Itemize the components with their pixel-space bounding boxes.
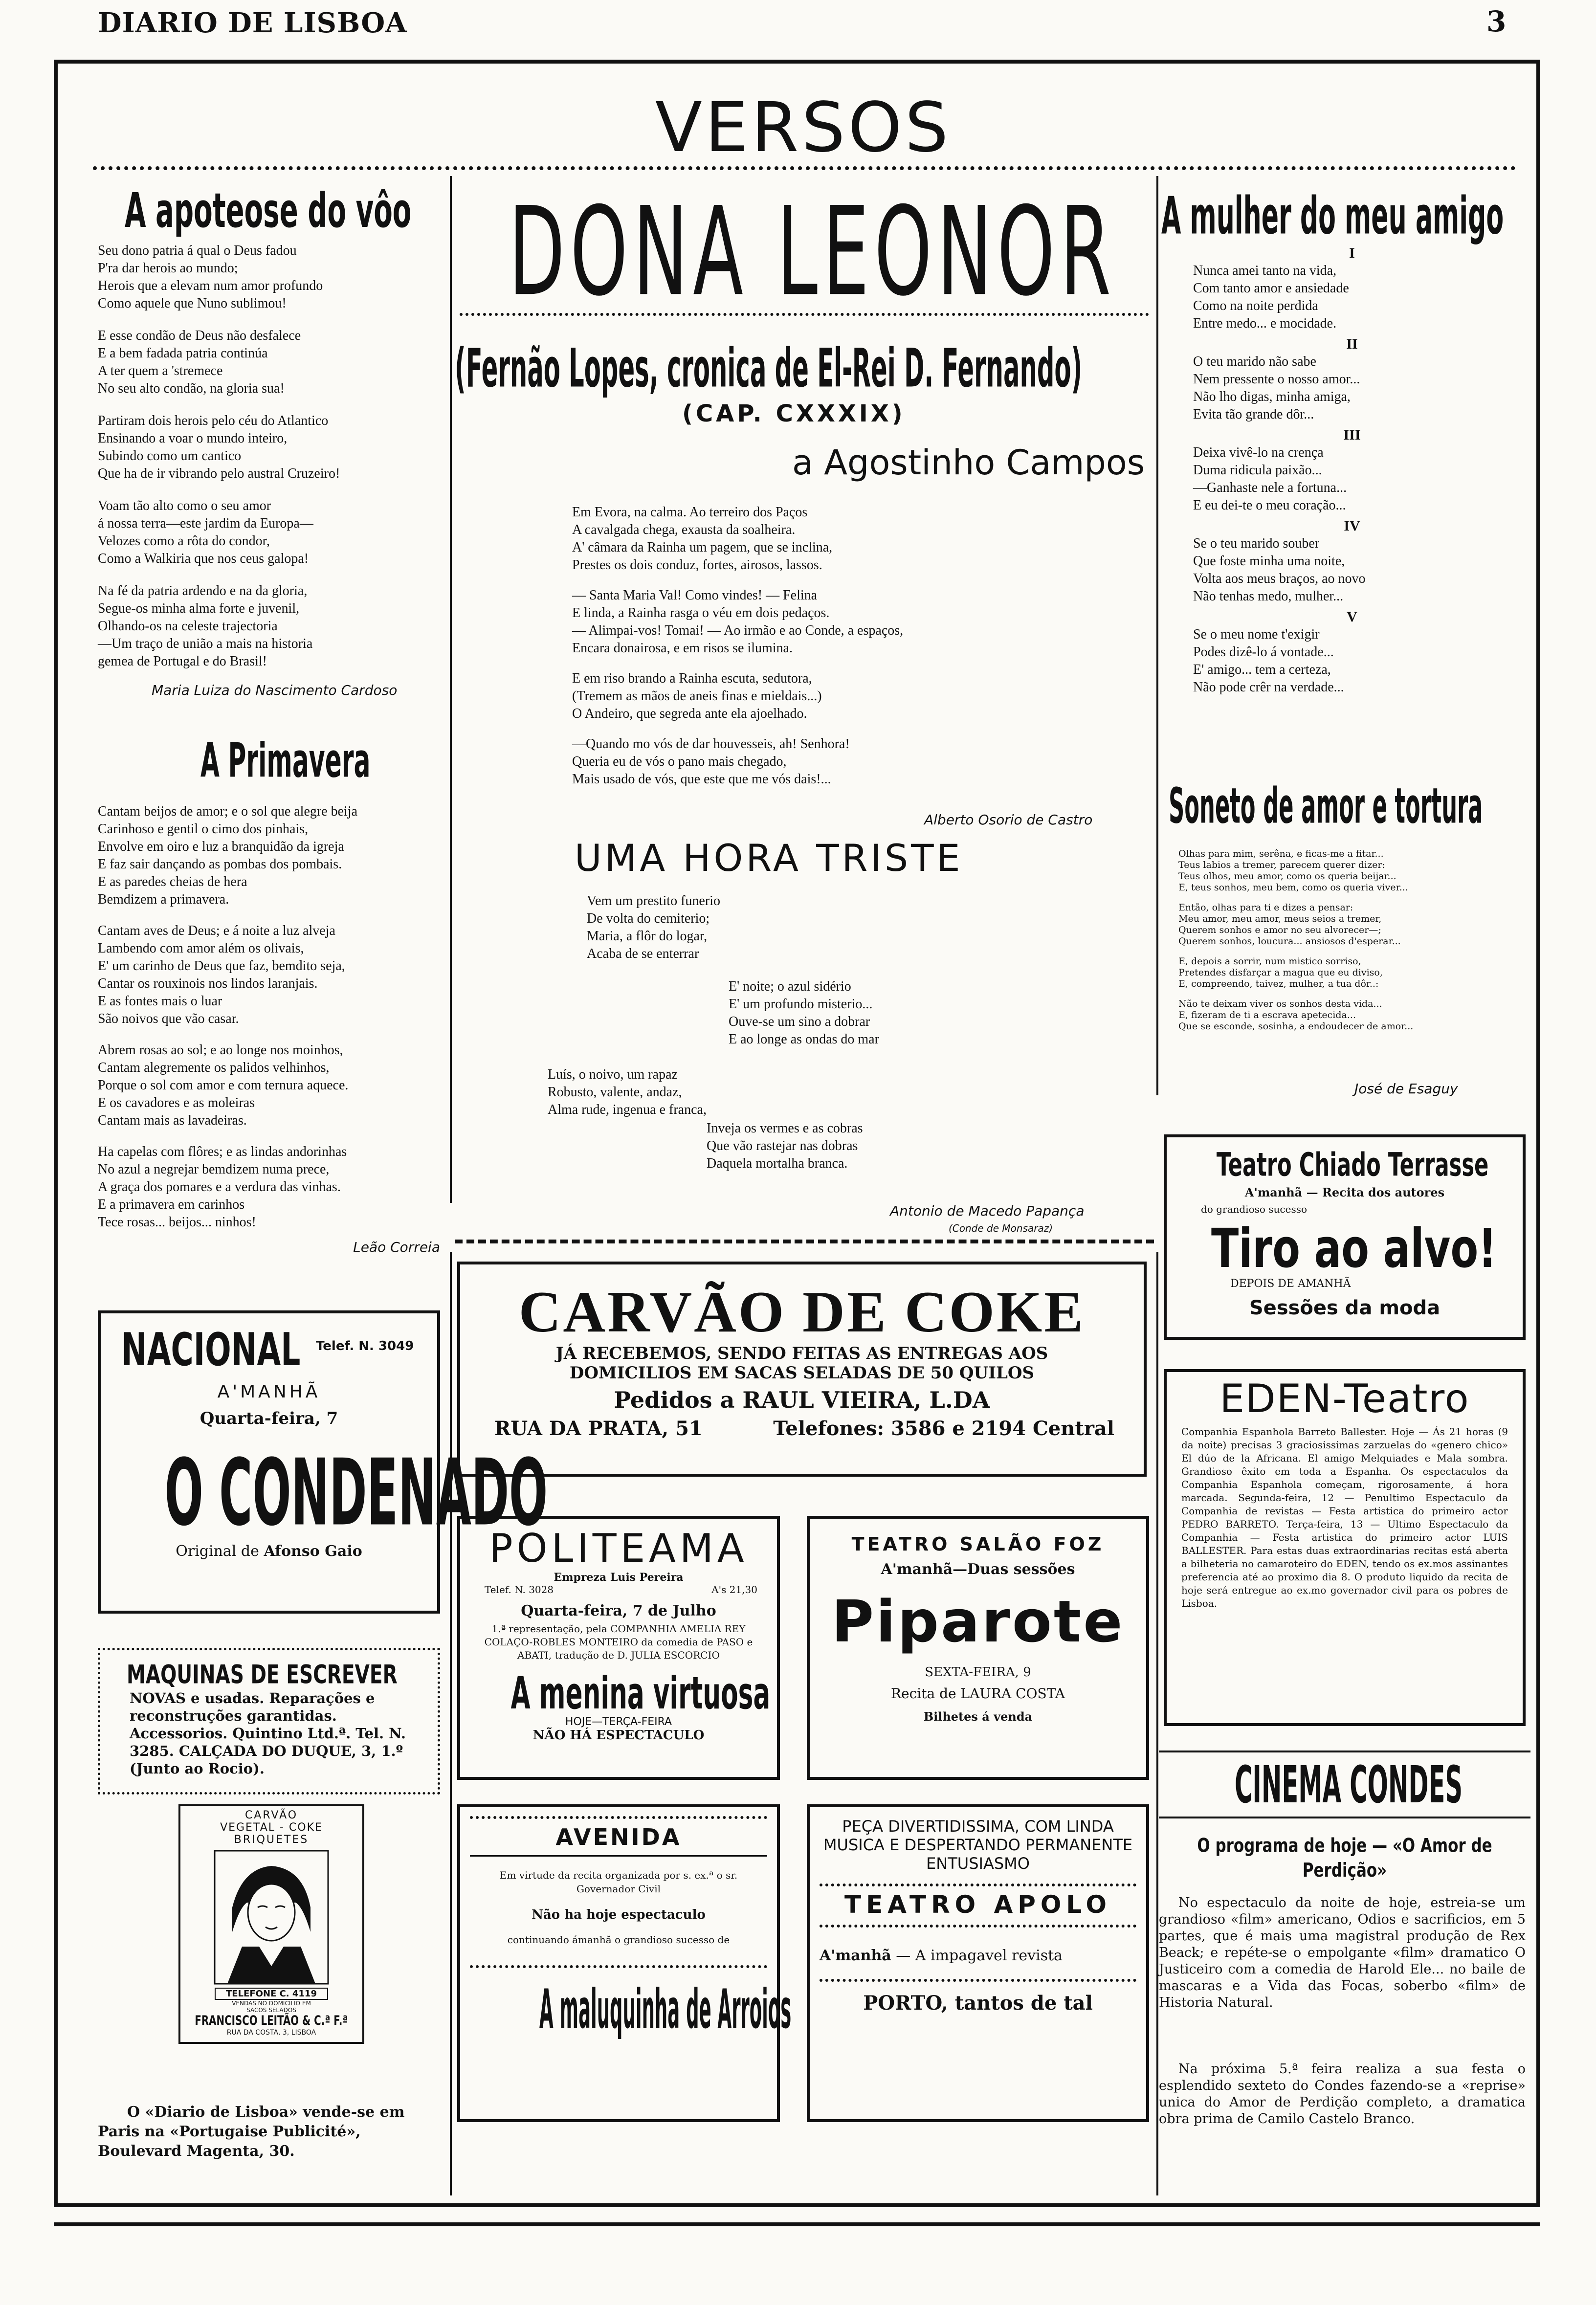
center-divider <box>455 1240 1154 1243</box>
foz-line3: Recita de LAURA COSTA <box>890 1685 1065 1702</box>
verse-line: á nossa terra—este jardim da Europa— <box>98 516 313 531</box>
chiado-line4: Sessões da moda <box>1249 1297 1441 1319</box>
verse-line: Que se esconde, sosinha, a endoudecer de amor... <box>1178 1021 1414 1032</box>
verse-line: E, depois a sorrir, num mistico sorriso, <box>1178 956 1361 967</box>
vegetal-firm: FRANCISCO LEITÃO & C.ª F.ª <box>195 2014 348 2028</box>
verse-line: Não lho digas, minha amiga, <box>1193 389 1351 404</box>
verse-line: Entre medo... e mocidade. <box>1193 316 1337 331</box>
condes-title: CINEMA CONDES <box>1235 1755 1463 1815</box>
apolo-blurb: PEÇA DIVERTIDISSIMA, COM LINDA MUSICA E DESPERTANDO PERMANENTE ENTUSIASMO <box>823 1817 1133 1873</box>
verse-line: E' um carinho de Deus que faz, bemdito seja, <box>98 958 345 974</box>
leonor-divider <box>460 313 1149 316</box>
mulher-title: A mulher do meu amigo <box>1161 186 1504 246</box>
hora-stanza-2: E' noite; o azul sidério E' um profundo misterio... Ouve-se um sino a dobrar E ao longe as ondas do mar <box>729 979 879 1047</box>
stanza <box>572 670 1086 723</box>
vegetal-note2: SACOS SELADOS <box>246 2007 296 2014</box>
stanza <box>1178 848 1496 893</box>
primavera-title: A Primavera <box>200 733 371 788</box>
apoteose-article <box>98 183 440 698</box>
nacional-play: O CONDENADO <box>164 1440 548 1547</box>
verse-line: E, compreendo, taivez, mulher, a tua dôr..: <box>1178 978 1379 989</box>
column-rule-right <box>1156 176 1158 1095</box>
nacional-line1: A'MANHÃ <box>217 1382 321 1402</box>
verse-line: Com tanto amor e ansiedade <box>1193 281 1349 296</box>
verse-line: O teu marido não sabe <box>1193 354 1316 369</box>
verse-line: Abrem rosas ao sol; e ao longe nos moinhos, <box>98 1042 343 1058</box>
verse-line: E a primavera em carinhos <box>98 1197 245 1212</box>
stanza <box>572 587 1086 657</box>
maquinas-text: NOVAS e usadas. Reparações e reconstruções garantidas. Accessorios. Quintino Ltd.ª. Tel. N. 3285. CALÇADA DO DUQUE, 3, 1.º (Junto ao Rocio). <box>130 1690 406 1777</box>
avenida-text3: continuando ámanhã o grandioso sucesso de <box>507 1934 730 1946</box>
avenida-text1: Em virtude da recita organizada por s. ex.ª o sr. Governador Civil <box>499 1869 738 1895</box>
stanza <box>98 1042 440 1130</box>
politeama-date: Quarta-feira, 7 de Julho <box>521 1602 716 1619</box>
stanza <box>1193 353 1511 423</box>
chiado-play: Tiro ao alvo! <box>1211 1217 1497 1280</box>
chiado-line2: do grandioso sucesso <box>1201 1203 1308 1215</box>
politeama-ad <box>457 1516 780 1780</box>
verse-line: A cavalgada chega, exausta da soalheira. <box>572 522 796 537</box>
verse-line: Teus olhos, meu amor, como os queria beijar... <box>1178 871 1396 882</box>
condes-p2: Na próxima 5.ª feira realiza a sua festa o esplendido sexteto do Condes fazendo-se a «reprise» unica do Amor de Perdição completo, a dramatica obra prima de Camilo Castelo Branco. <box>1159 2061 1526 2127</box>
politeama-line2: NÃO HÁ ESPECTACULO <box>532 1728 705 1743</box>
stanza <box>98 922 440 1028</box>
column-rule-left <box>450 176 452 1203</box>
nacional-phone: Telef. N. 3049 <box>316 1339 414 1353</box>
verse-line: Cantam aves de Deus; e á noite a luz alveja <box>98 923 335 938</box>
apoteose-verse <box>98 242 440 670</box>
carvao-vegetal-ad <box>178 1804 364 2044</box>
verse-line: No seu alto condão, na gloria sua! <box>98 381 285 396</box>
hora-author-note: (Conde de Monsaraz) <box>949 1222 1053 1234</box>
verse-line: Lambendo com amor além os olivais, <box>98 941 304 956</box>
chiado-line1: A'manhã — Recita dos autores <box>1244 1185 1445 1199</box>
masthead-title: DIARIO DE LISBOA <box>98 7 407 39</box>
primavera-author: Leão Correia <box>353 1239 440 1255</box>
carvao-address: RUA DA PRATA, 51 <box>494 1417 703 1440</box>
verse-line: Encara donairosa, e em risos se ilumina. <box>572 641 793 656</box>
verse-line: Não pode crêr na verdade... <box>1193 680 1344 695</box>
politeama-line1: HOJE—TERÇA-FEIRA <box>565 1716 672 1728</box>
verse-line: Seu dono patria á qual o Deus fadou <box>98 243 297 258</box>
stanza <box>1178 956 1496 990</box>
hora-title: UMA HORA TRISTE <box>575 836 963 880</box>
page-number: 3 <box>1486 5 1507 38</box>
verse-line: Se o meu nome t'exigir <box>1193 627 1320 642</box>
politeama-text: 1.ª representação, pela COMPANHIA AMELIA REY COLAÇO-ROBLES MONTEIRO da comedia de PASO e ABATI, tradução de D. JULIA ESCORCIO <box>484 1623 753 1661</box>
chiado-title: Teatro Chiado Terrasse <box>1216 1146 1489 1184</box>
politeama-phone: Telef. N. 3028 <box>485 1584 554 1596</box>
leonor-subtitle: (Fernão Lopes, cronica de El-Rei D. Fernando) <box>455 337 1083 399</box>
stanza <box>1193 444 1511 514</box>
soneto-title: Soneto de amor e tortura <box>1169 777 1483 835</box>
verse-line: E, teus sonhos, meu bem, como os queria viver... <box>1178 882 1408 893</box>
maquinas-title: MAQUINAS DE ESCREVER <box>127 1659 398 1690</box>
verse-line: Não tenhas medo, mulher... <box>1193 589 1344 604</box>
leonor-verse <box>572 504 1086 801</box>
condes-headline: O programa de hoje — «O Amor de Perdição» <box>1197 1835 1492 1882</box>
part-number: I <box>1349 245 1355 261</box>
maquinas-ad <box>98 1648 440 1795</box>
verse-line: Querem sonhos, loucura... ansiosos d'esperar... <box>1178 936 1401 947</box>
verse-line: A' câmara da Rainha um pagem, que se inclina, <box>572 540 833 555</box>
verse-line: — Santa Maria Val! Como vindes! — Felina <box>572 588 818 603</box>
stanza <box>98 497 440 568</box>
carvao-phones: Telefones: 3586 e 2194 Central <box>773 1417 1114 1440</box>
mulher-verse <box>1193 244 1511 699</box>
primavera-verse <box>98 803 440 1231</box>
verse-line: E eu dei-te o meu coração... <box>1193 498 1346 513</box>
foz-play: Piparote <box>831 1588 1125 1655</box>
stanza <box>572 735 1086 788</box>
carvao-line1: JÁ RECEBEMOS, SENDO FEITAS AS ENTREGAS AOS <box>555 1344 1048 1363</box>
verse-line: Como na noite perdida <box>1193 298 1318 313</box>
apoteose-author: Maria Luiza do Nascimento Cardoso <box>152 682 398 698</box>
avenida-play: A maluquinha de Arroios <box>539 1978 792 2041</box>
soneto-author: José de Esaguy <box>1354 1081 1458 1097</box>
soneto-verse <box>1178 848 1496 1041</box>
verse-line: Volta aos meus braços, ao novo <box>1193 571 1366 586</box>
part-number: V <box>1347 609 1357 625</box>
verse-line: Meu amor, meu amor, meus seios a tremer, <box>1178 913 1382 924</box>
verse-line: Cantam mais as lavadeiras. <box>98 1113 247 1128</box>
verse-line: Voam tão alto como o seu amor <box>98 498 271 513</box>
carvao-line2: DOMICILIOS EM SACAS SELADAS DE 50 QUILOS <box>569 1363 1035 1383</box>
vegetal-street: RUA DA COSTA, 3, LISBOA <box>226 2029 316 2037</box>
chiado-line3: DEPOIS DE AMANHÃ <box>1230 1278 1351 1290</box>
politeama-company: Empreza Luis Pereira <box>554 1571 684 1584</box>
verse-line: Que foste minha uma noite, <box>1193 554 1345 569</box>
apolo-play: PORTO, tantos de tal <box>863 1992 1093 2015</box>
condes-mid-rule <box>1159 1817 1530 1818</box>
verse-line: Tece rosas... beijos... ninhos! <box>98 1215 256 1230</box>
verse-line: Prestes os dois conduz, fortes, airosos, lassos. <box>572 557 822 573</box>
carvao-coke-ad <box>457 1262 1147 1477</box>
column-rule-left-lower <box>450 1252 452 2195</box>
verse-line: Velozes como a rôta do condor, <box>98 533 270 549</box>
verse-line: Herois que a elevam num amor profundo <box>98 278 323 293</box>
verse-line: Mais usado de vós, que este que me vós dais!... <box>572 772 831 787</box>
verse-line: Se o teu marido souber <box>1193 536 1320 551</box>
verse-line: Evita tão grande dôr... <box>1193 407 1314 422</box>
foz-line4: Bilhetes á venda <box>923 1709 1033 1724</box>
verse-line: P'ra dar herois ao mundo; <box>98 261 238 276</box>
verse-line: Nem pressente o nosso amor... <box>1193 372 1360 387</box>
foz-line2: SEXTA-FEIRA, 9 <box>925 1665 1031 1680</box>
verse-line: Cantar os rouxinois nos lindos laranjais. <box>98 976 318 991</box>
verse-line: Em Evora, na calma. Ao terreiro dos Paços <box>572 505 808 520</box>
leonor-title: DONA LEONOR <box>509 181 1116 324</box>
vegetal-note1: VENDAS NO DOMICILIO EM <box>232 2000 311 2007</box>
verse-line: Na fé da patria ardendo e na da gloria, <box>98 583 308 598</box>
politeama-title: POLITEAMA <box>489 1526 748 1571</box>
avenida-text2: Não ha hoje espectaculo <box>532 1907 706 1922</box>
nacional-credit-name: Afonso Gaio <box>264 1543 362 1560</box>
avenida-ad <box>457 1804 792 2122</box>
apolo-line-text: — A impagavel revista <box>896 1947 1063 1964</box>
carvao-line3: Pedidos a RAUL VIEIRA, L.DA <box>614 1387 990 1413</box>
column-rule-right-lower <box>1156 1252 1158 2195</box>
stanza <box>1178 902 1496 947</box>
stanza <box>98 1143 440 1231</box>
verse-line: Nunca amei tanto na vida, <box>1193 263 1337 278</box>
section-title: VERSOS <box>655 88 952 168</box>
verse-line: E as fontes mais o luar <box>98 994 222 1009</box>
verse-line: Olhando-os na celeste trajectoria <box>98 619 278 634</box>
verse-line: Então, olhas para ti e dizes a pensar: <box>1178 902 1353 913</box>
primavera-article <box>98 733 440 1255</box>
verse-line: —Ganhaste nele a fortuna... <box>1193 480 1347 495</box>
apolo-line <box>820 1947 1146 1964</box>
verse-line: Querem sonhos e amor no seu alvorecer—; <box>1178 925 1381 935</box>
verse-line: E os cavadores e as moleiras <box>98 1095 255 1110</box>
verse-line: Duma ridicula paixão... <box>1193 463 1322 478</box>
verse-line: Deixa vivê-lo na crença <box>1193 445 1324 460</box>
stanza <box>98 803 440 909</box>
verse-line: Ensinando a voar o mundo inteiro, <box>98 431 288 446</box>
salao-foz-ad <box>807 1516 1149 1780</box>
verse-line: —Um traço de união a mais na historia <box>98 636 313 651</box>
verse-line: E faz sair dançando as pombas dos pombais. <box>98 857 342 872</box>
stanza <box>1193 626 1511 696</box>
verse-line: Cantam alegremente os palidos velhinhos, <box>98 1060 330 1075</box>
verse-line: gemea de Portugal e do Brasil! <box>98 654 267 669</box>
verse-line: A ter quem a 'stremece <box>98 363 223 378</box>
part-number: II <box>1346 336 1358 352</box>
verse-line: Partiram dois herois pelo céu do Atlantico <box>98 413 329 428</box>
verse-line: Carinhoso e gentil o cimo dos pinhais, <box>98 821 309 837</box>
leonor-author: Alberto Osorio de Castro <box>924 812 1093 828</box>
verse-line: Podes dizê-lo á vontade... <box>1193 644 1334 660</box>
stanza <box>1178 998 1496 1032</box>
stanza <box>98 327 440 398</box>
verse-line: — Alimpai-vos! Tomai! — Ao irmão e ao Conde, a espaços, <box>572 623 904 638</box>
verse-line: Porque o sol com amor e com ternura aquece. <box>98 1078 349 1093</box>
verse-line: Queria eu de vós o pano mais chegado, <box>572 754 787 769</box>
chiado-ad <box>1164 1134 1526 1340</box>
nacional-credit-label: Original de <box>176 1543 259 1560</box>
hora-stanza-3: Luís, o noivo, um rapaz Robusto, valente, andaz, Alma rude, ingenua e franca, <box>548 1067 707 1117</box>
part-number: IV <box>1344 518 1360 534</box>
stanza <box>98 412 440 483</box>
leonor-dedication: a Agostinho Campos <box>792 443 1145 483</box>
verse-line: Segue-os minha alma forte e juvenil, <box>98 601 300 616</box>
footer-rule <box>54 2222 1540 2226</box>
vegetal-top1: CARVÃO <box>244 1809 298 1821</box>
verse-line: Ha capelas com flôres; e as lindas andorinhas <box>98 1144 347 1159</box>
hora-stanza-1: Vem um prestito funerio De volta do cemiterio; Maria, a flôr do logar, Acaba de se enterrar <box>587 893 720 961</box>
vegetal-phone: TELEFONE C. 4119 <box>215 1988 328 2000</box>
eden-text: Companhia Espanhola Barreto Ballester. Hoje — Ás 21 horas (9 da noite) precisas 3 graciosissimas zarzuelas do «genero chico» El dúo de la Africana. El amigo Melquiades e Mala sombra. Grandioso êxito em toda a Espanha. Os espectaculos da Companhia Espanhola começam, rigorosamente, á hora marcada. Segunda-feira, 12 — Penultimo Espectaculo da Companhia de revistas — Festa artistica do primeiro actor PEDRO BARRETO. Terça-feira, 13 — Ultimo Espectaculo da Companhia — Festa artistica do primeiro actor LUIS BALLESTER. Para estas duas extraordinarias recitas está aberta a bilheteria no camaroteiro do EDEN, tendo os ex.mos assinantes preferencia até ao proximo dia 8. O produto liquido da recita de hoje será entregue ao ex.mo governador civil para os pobres de Lisboa. <box>1181 1426 1508 1609</box>
apoteose-title: A apoteose do vôo <box>125 183 412 239</box>
verse-line: Teus labios a tremer, parecem querer dizer: <box>1178 860 1385 870</box>
carvao-title: CARVÃO DE COKE <box>518 1279 1086 1344</box>
stanza <box>1193 262 1511 332</box>
verse-line: Que ha de ir vibrando pelo austral Cruzeiro! <box>98 466 340 481</box>
apolo-ad <box>807 1804 1149 2122</box>
verse-line: A graça dos pomares e a verdura das vinhas. <box>98 1179 341 1195</box>
politeama-play: A menina virtuosa <box>510 1667 771 1719</box>
verse-line: Como aquele que Nuno sublimou! <box>98 296 287 311</box>
hora-stanza-4: Inveja os vermes e as cobras Que vão rastejar nas dobras Daquela mortalha branca. <box>707 1121 863 1171</box>
woman-illustration <box>213 1849 330 1986</box>
avenida-title: AVENIDA <box>555 1824 682 1850</box>
verse-line: São noivos que vão casar. <box>98 1011 239 1026</box>
verse-line: E linda, a Rainha rasga o véu em dois pedaços. <box>572 605 830 621</box>
politeama-time: A's 21,30 <box>711 1584 757 1596</box>
verse-line: Cantam beijos de amor; e o sol que alegre beija <box>98 804 358 819</box>
apolo-title: TEATRO APOLO <box>844 1890 1112 1919</box>
verse-line: E' amigo... tem a certeza, <box>1193 662 1331 677</box>
condes-p1: No espectaculo da noite de hoje, estreia-se um grandioso «film» americano, Odios e sacrificios, em 5 partes, que é mais uma magistral produção de Rex Beack; e repéte-se o empolgante «film» dramatico O Justiceiro com a comedia de Harold Ele... no baile de mascaras e a Vida das Focas, soberbo «film» de Historia Natural. <box>1159 1895 1526 2010</box>
vegetal-top3: BRIQUETES <box>234 1834 309 1846</box>
eden-title: EDEN-Teatro <box>1219 1376 1470 1421</box>
stanza <box>572 504 1086 574</box>
foz-title: TEATRO SALÃO FOZ <box>851 1533 1105 1555</box>
stanza <box>1193 535 1511 605</box>
verse-line: O Andeiro, que segreda ante ela ajoelhado. <box>572 706 807 721</box>
verse-line: Como a Walkiria que nos ceus galopa! <box>98 551 309 566</box>
verse-line: No azul a negrejar bemdizem numa prece, <box>98 1162 330 1177</box>
stanza <box>98 582 440 670</box>
condes-top-rule <box>1159 1751 1530 1752</box>
verse-line: Bemdizem a primavera. <box>98 892 229 907</box>
foz-line1: A'manhã—Duas sessões <box>881 1561 1075 1578</box>
verse-line: Olhas para mim, serêna, e ficas-me a fitar... <box>1178 848 1384 859</box>
part-number: III <box>1343 427 1361 443</box>
paris-note: O «Diario de Lisboa» vende-se em Paris na «Portugaise Publicité», Boulevard Magenta, 30. <box>98 2104 405 2160</box>
header-divider <box>93 166 1516 170</box>
verse-line: E, fizeram de ti a escrava apetecida... <box>1178 1010 1356 1020</box>
nacional-line2: Quarta-feira, 7 <box>200 1409 338 1428</box>
verse-line: E em riso brando a Rainha escuta, sedutora, <box>572 671 812 686</box>
eden-ad <box>1164 1369 1526 1726</box>
nacional-title: NACIONAL <box>121 1323 301 1376</box>
verse-line: Subindo como um cantico <box>98 448 242 464</box>
verse-line: Pretendes disfarçar a magua que eu diviso, <box>1178 967 1383 978</box>
verse-line: E as paredes cheias de hera <box>98 874 247 889</box>
vegetal-top2: VEGETAL - COKE <box>220 1821 323 1834</box>
verse-line: E esse condão de Deus não desfalece <box>98 328 301 343</box>
verse-line: E a bem fadada patria continúa <box>98 346 268 361</box>
leonor-chapter: (CAP. CXXXIX) <box>682 400 906 427</box>
verse-line: Não te deixam viver os sonhos desta vida... <box>1178 998 1382 1009</box>
hora-author: Antonio de Macedo Papança <box>890 1203 1085 1219</box>
verse-line: —Quando mo vós de dar houvesseis, ah! Senhora! <box>572 736 850 752</box>
apolo-line-label: A'manhã <box>820 1947 891 1964</box>
verse-line: (Tremem as mãos de aneis finas e mieldais...) <box>572 688 822 704</box>
verse-line: Envolve em oiro e luz a branquidão da igreja <box>98 839 344 854</box>
